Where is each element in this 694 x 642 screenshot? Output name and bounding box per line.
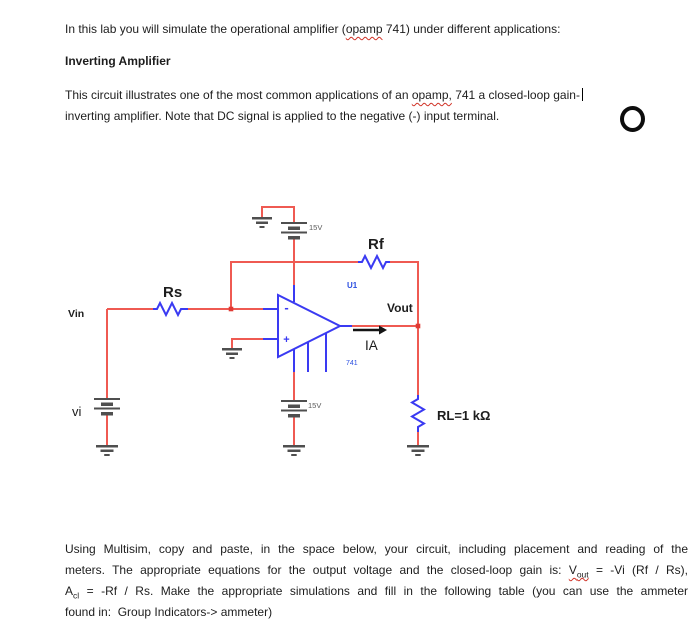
ground-symbol xyxy=(96,445,118,456)
opamp-refdes-label: U1 xyxy=(347,281,358,290)
ground-symbol xyxy=(252,217,272,228)
ground-symbol xyxy=(283,445,305,456)
ground-bar xyxy=(283,445,305,448)
paragraph-instructions xyxy=(65,539,688,623)
ground-bar xyxy=(222,348,242,351)
text-segment: This circuit illustrates one of the most common applications of an xyxy=(65,88,412,102)
noninverting-input-label: + xyxy=(283,334,290,346)
text-segment: In this lab you will simulate the operational amplifier ( xyxy=(65,22,346,36)
heading-text: Inverting Amplifier xyxy=(65,54,171,68)
vin-label: Vin xyxy=(68,308,85,320)
battery-value-label: 15V xyxy=(308,401,322,410)
ground-bar xyxy=(252,217,272,220)
wire xyxy=(232,339,263,348)
paragraph-intro xyxy=(65,19,688,40)
rf-label: Rf xyxy=(368,236,384,253)
ground-bar xyxy=(260,226,265,228)
section-heading xyxy=(65,51,688,72)
battery-value-label: 15V xyxy=(309,223,323,232)
battery-positive-supply xyxy=(281,222,322,240)
circuit-diagram[interactable] xyxy=(60,195,500,470)
paragraph-description xyxy=(65,85,688,127)
ground-symbol xyxy=(407,445,429,456)
battery-plate xyxy=(281,232,307,234)
paragraph-line: found in: Group Indicators-> ammeter) xyxy=(65,605,273,619)
text-cursor xyxy=(582,88,584,101)
paragraph-line xyxy=(65,85,688,106)
text-segment: 741) under different applications: xyxy=(382,22,561,36)
battery-plate xyxy=(101,403,113,407)
battery-plate xyxy=(288,405,300,409)
resistor-rs xyxy=(153,303,188,315)
ground-bar xyxy=(288,450,301,453)
vi-label: vi xyxy=(72,404,82,419)
ground-bar xyxy=(407,445,429,448)
ground-bar xyxy=(415,454,421,456)
vout-symbol: V xyxy=(568,563,577,577)
ground-bar xyxy=(291,454,297,456)
vout-subscript: out xyxy=(576,569,589,580)
ground-bar xyxy=(226,353,238,356)
ground-bar xyxy=(96,445,118,448)
acl-symbol: A xyxy=(65,584,74,598)
ground-bar xyxy=(104,454,110,456)
text-segment: = -Rf / Rs. Make the appropriate simulations and fill in the following table (you can use the ammeter xyxy=(79,584,688,598)
junction-dot xyxy=(416,324,421,329)
misspelled-word xyxy=(568,563,589,580)
ground-bar xyxy=(101,450,114,453)
text-segment: 741 a closed-loop gain- xyxy=(451,88,580,102)
ground-bar xyxy=(412,450,425,453)
battery-plate xyxy=(288,236,300,240)
junction-dot xyxy=(229,307,234,312)
opamp-u1 xyxy=(263,281,358,372)
ground-symbol xyxy=(222,348,242,359)
ground-bar xyxy=(256,222,268,225)
rl-label: RL=1 kΩ xyxy=(437,408,491,423)
paragraph-line xyxy=(65,19,688,40)
battery-plate xyxy=(94,408,120,410)
rs-label: Rs xyxy=(163,284,183,301)
misspelled-word: opamp, xyxy=(411,88,452,102)
text-segment: = -Vi (Rf / Rs), xyxy=(588,563,689,577)
text-segment: meters. The appropriate equations for the output voltage and the closed-loop gain is: xyxy=(65,563,569,577)
battery-negative-supply xyxy=(281,400,321,418)
battery-plate xyxy=(281,400,307,402)
battery-plate xyxy=(288,227,300,231)
acl-subscript: cl xyxy=(73,590,80,601)
battery-plate xyxy=(288,414,300,418)
circle-annotation[interactable] xyxy=(620,106,645,132)
paragraph-line xyxy=(65,560,688,581)
battery-plate xyxy=(281,222,307,224)
misspelled-word: opamp xyxy=(345,22,383,36)
ia-label: IA xyxy=(365,338,378,353)
battery-vi-source xyxy=(94,398,120,416)
paragraph-line: Using Multisim, copy and paste, in the space below, your circuit, including placement and reading of the xyxy=(65,542,688,556)
opamp-model-label: 741 xyxy=(346,360,358,367)
battery-plate xyxy=(281,410,307,412)
resistor-rf xyxy=(358,256,390,268)
ground-bar xyxy=(230,357,235,359)
paragraph-line xyxy=(65,581,688,602)
vout-label: Vout xyxy=(387,301,413,315)
battery-plate xyxy=(101,412,113,416)
battery-plate xyxy=(94,398,120,400)
wire xyxy=(390,262,418,326)
inverting-input-label: - xyxy=(284,300,289,315)
wire xyxy=(262,207,294,222)
resistor-rl xyxy=(412,395,424,432)
paragraph-line: inverting amplifier. Note that DC signal is applied to the negative (-) input terminal. xyxy=(65,109,500,123)
